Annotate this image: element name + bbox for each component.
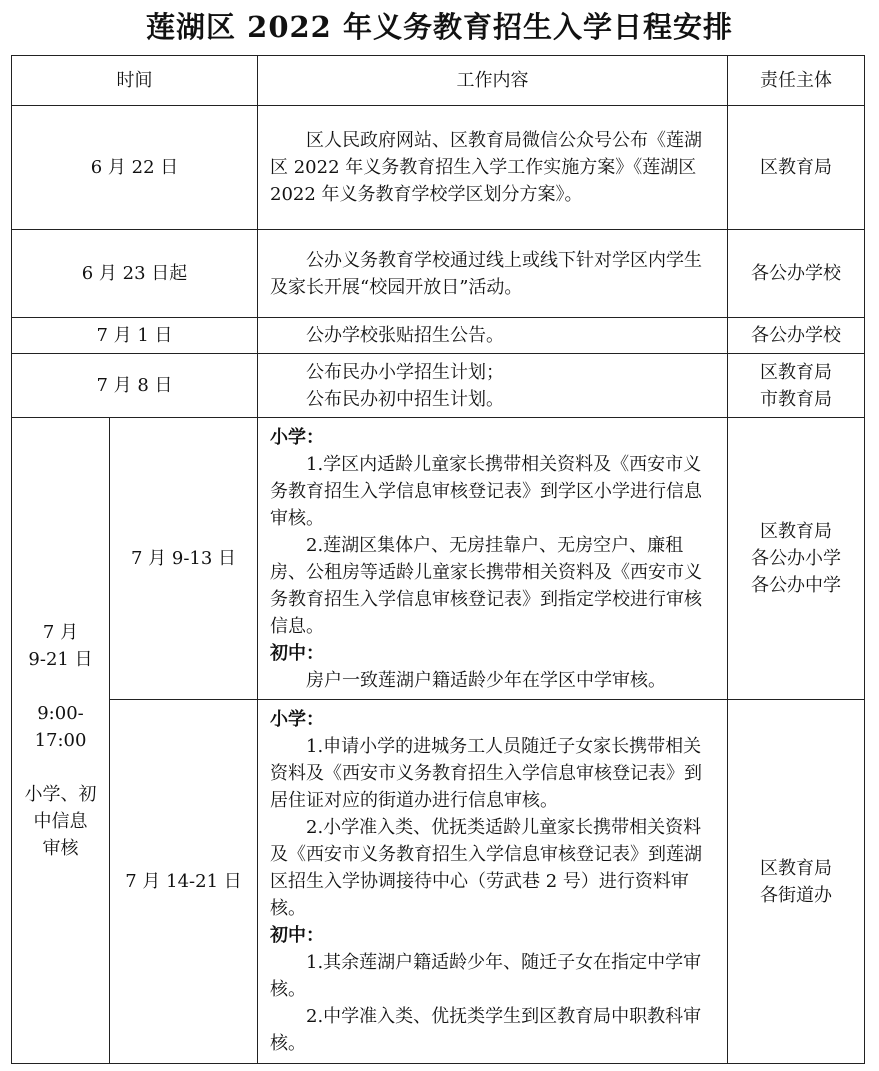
date-cell: 7 月 8 日: [12, 354, 258, 418]
content-line: 房户一致莲湖户籍适龄少年在学区中学审核。: [306, 669, 666, 691]
responsible-unit: 各公办学校: [751, 263, 841, 284]
primary-label: 小学：: [270, 709, 324, 730]
responsible-unit: 各公办学校: [751, 325, 841, 346]
group-time-line: 9:00-: [37, 703, 84, 724]
header-row: [12, 56, 865, 106]
group-time-line: 7 月: [42, 622, 79, 643]
date-cell: 7 月 14-21 日: [110, 700, 258, 1064]
responsible-unit: 区教育局: [760, 857, 832, 879]
content-line: 1.其余莲湖户籍适龄少年、随迁子女在指定中学审核。: [270, 952, 702, 1000]
responsible-cell: [728, 354, 865, 418]
header-content: 工作内容: [258, 56, 728, 106]
table-row: [12, 354, 865, 418]
responsible-cell: [728, 106, 865, 230]
content-line: 2.小学准入类、优抚类适龄儿童家长携带相关资料及《西安市义务教育招生入学信息审核登记表》到莲湖区招生入学协调接待中心（劳武巷 2 号）进行资料审核。: [270, 817, 702, 919]
responsible-cell: [728, 700, 865, 1064]
middle-label: 初中：: [270, 925, 324, 946]
table-row: [12, 230, 865, 318]
responsible-cell: [728, 418, 865, 700]
group-time-line: 审核: [42, 838, 79, 859]
group-time-line: 小学、初: [24, 784, 97, 805]
content-line: 2.中学准入类、优抚类学生到区教育局中职教科审核。: [270, 1006, 702, 1054]
group-time-line: 9-21 日: [28, 649, 93, 670]
content-cell: 区人民政府网站、区教育局微信公众号公布《莲湖区 2022 年义务教育招生入学工作实施方案》《莲湖区 2022 年义务教育学校学区划分方案》。: [258, 106, 728, 230]
content-line: 1.学区内适龄儿童家长携带相关资料及《西安市义务教育招生入学信息审核登记表》到学区小学进行信息审核。: [270, 453, 702, 529]
header-time: 时间: [12, 56, 258, 106]
content-cell: 公办义务教育学校通过线上或线下针对学区内学生及家长开展“校园开放日”活动。: [258, 230, 728, 318]
group-time-cell: [12, 418, 110, 1064]
responsible-unit: 区教育局: [760, 157, 832, 178]
date-cell: 7 月 1 日: [12, 318, 258, 354]
responsible-unit: 各公办小学: [751, 548, 841, 569]
responsible-unit: 区教育局: [760, 521, 832, 542]
table-row: [12, 318, 865, 354]
schedule-table: [11, 55, 865, 1064]
primary-label: 小学：: [270, 426, 324, 448]
content-cell: [258, 418, 728, 700]
responsible-cell: [728, 230, 865, 318]
content-cell: 公办学校张贴招生公告。: [258, 318, 728, 354]
group-time-line: 中信息: [33, 811, 88, 832]
content-line: 公布民办初中招生计划。: [306, 388, 504, 410]
content-cell: [258, 354, 728, 418]
group-time-line: 17:00: [34, 730, 87, 751]
responsible-cell: [728, 318, 865, 354]
table-row: [12, 106, 865, 230]
responsible-unit: 市教育局: [760, 388, 832, 410]
table-row: [12, 418, 865, 700]
date-cell: 7 月 9-13 日: [110, 418, 258, 700]
content-line: 2.莲湖区集体户、无房挂靠户、无房空户、廉租房、公租房等适龄儿童家长携带相关资料及《西安市义务教育招生入学信息审核登记表》到指定学校进行审核信息。: [270, 534, 702, 637]
responsible-unit: 各街道办: [760, 884, 832, 906]
content-cell: [258, 700, 728, 1064]
page-title: 莲湖区 2022 年义务教育招生入学日程安排: [146, 10, 733, 44]
responsible-unit: 区教育局: [760, 361, 832, 383]
header-responsible: 责任主体: [728, 56, 865, 106]
responsible-unit: 各公办中学: [751, 575, 841, 596]
table-row: [12, 700, 865, 1064]
content-line: 1.申请小学的进城务工人员随迁子女家长携带相关资料及《西安市义务教育招生入学信息审核登记表》到居住证对应的街道办进行信息审核。: [270, 736, 702, 811]
content-line: 公布民办小学招生计划；: [306, 361, 504, 383]
middle-label: 初中：: [270, 642, 324, 664]
date-cell: 6 月 23 日起: [12, 230, 258, 318]
date-cell: 6 月 22 日: [12, 106, 258, 230]
